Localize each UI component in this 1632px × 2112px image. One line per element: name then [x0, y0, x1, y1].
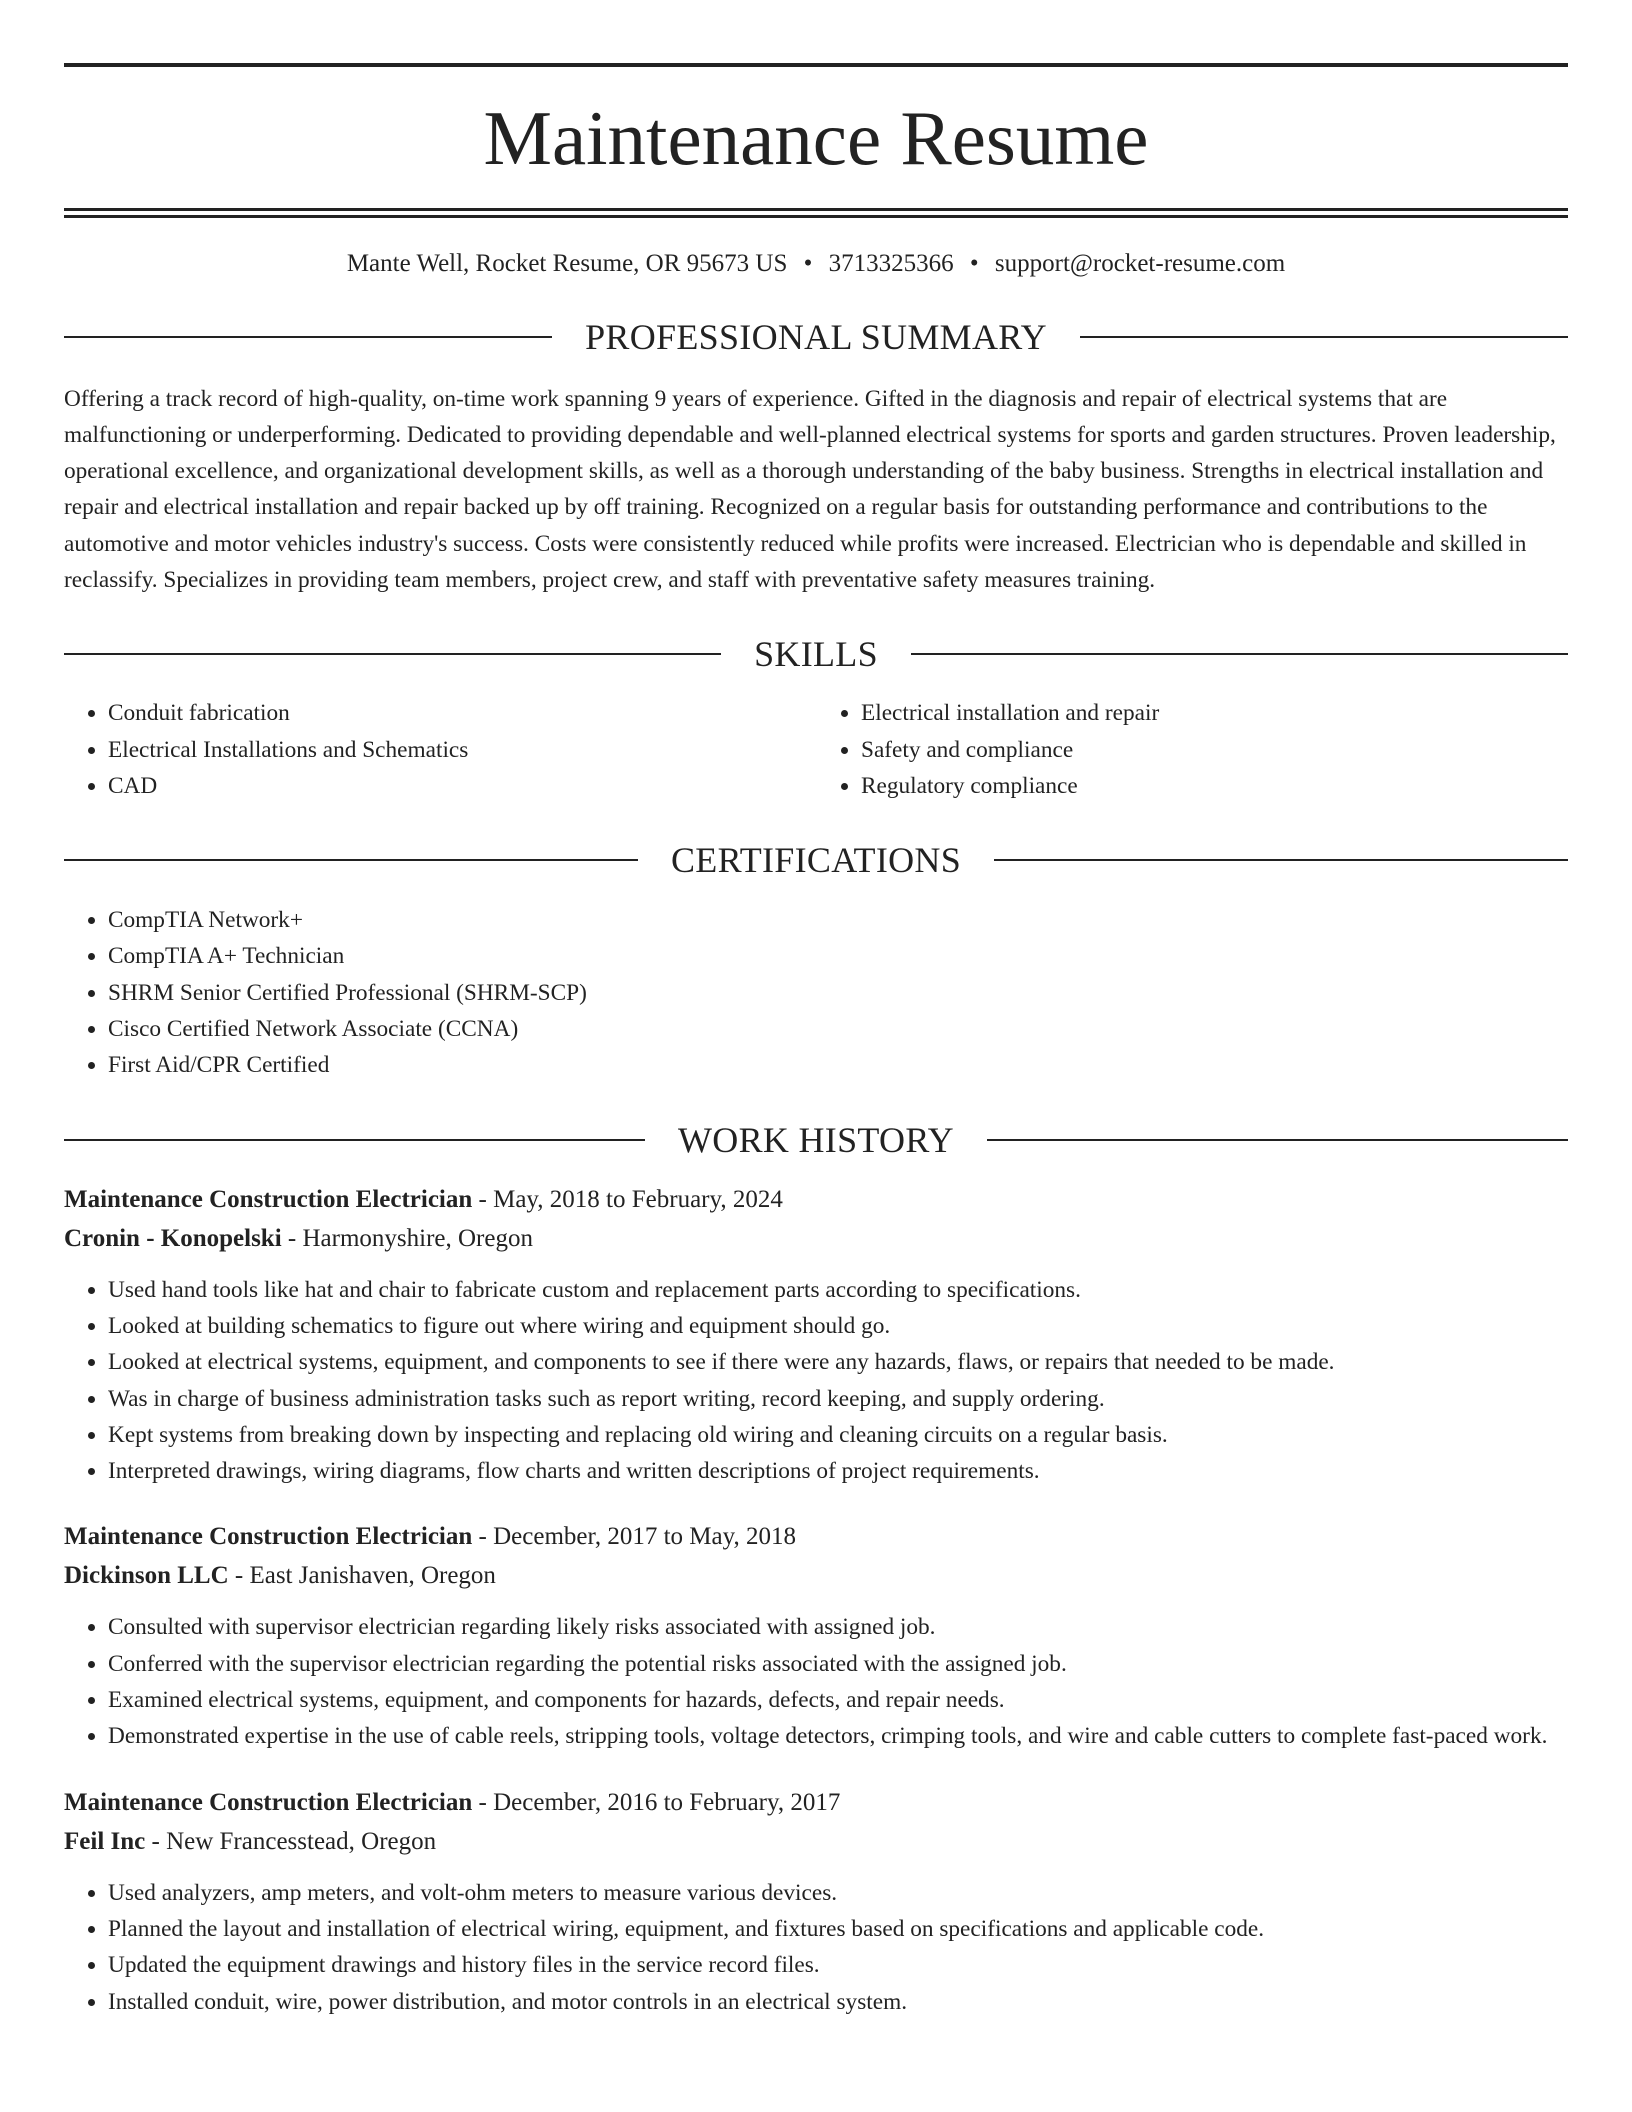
certifications-list [64, 902, 1568, 1083]
job-bullet: • Consulted with supervisor electrician regarding likely risks associated with assigned job. [108, 1609, 1568, 1645]
certification-item: • CompTIA Network+ [108, 902, 1568, 938]
contact-email: support@rocket-resume.com [994, 250, 1286, 277]
job-title-line [64, 1180, 1568, 1219]
job-company-line [64, 1556, 1568, 1595]
job-title-line [64, 1517, 1568, 1556]
job-bullet: • Installed conduit, wire, power distribution, and motor controls in an electrical system. [108, 1984, 1568, 2020]
section-header-summary [64, 316, 1568, 358]
section-rule-left [64, 859, 638, 861]
job-title: Maintenance Construction Electrician [64, 1523, 473, 1551]
job-bullet: • Looked at electrical systems, equipment, and components to see if there were any hazards, flaws, or repairs that needed to be made. [108, 1344, 1568, 1380]
job-bullets [64, 1272, 1568, 1490]
certification-item: • CompTIA A+ Technician [108, 938, 1568, 974]
job-bullet: • Was in charge of business administration tasks such as report writing, record keeping, and supply ordering. [108, 1381, 1568, 1417]
top-rule [64, 63, 1568, 67]
skill-item: • Electrical Installations and Schematics [108, 732, 815, 768]
section-rule-right [911, 653, 1568, 655]
page-title: Maintenance Resume [483, 95, 1149, 181]
job-bullets [64, 1609, 1568, 1754]
job-bullet: • Used analyzers, amp meters, and volt-ohm meters to measure various devices. [108, 1875, 1568, 1911]
section-rule-right [994, 859, 1568, 861]
certification-item: • First Aid/CPR Certified [108, 1047, 1568, 1083]
job-bullet: • Demonstrated expertise in the use of cable reels, stripping tools, voltage detectors, crimping tools, and wire and cable cutters to complete fast-paced work. [108, 1718, 1568, 1754]
section-title-certifications: CERTIFICATIONS [670, 840, 962, 881]
job-title: Maintenance Construction Electrician [64, 1788, 473, 1816]
section-header-work-history [64, 1119, 1568, 1161]
section-rule-right [987, 1139, 1568, 1141]
skill-item: • Conduit fabrication [108, 695, 815, 731]
skills-list-left [64, 695, 815, 804]
job-bullet: • Kept systems from breaking down by inspecting and replacing old wiring and cleaning circuits on a regular basis. [108, 1417, 1568, 1453]
job-bullet: • Interpreted drawings, wiring diagrams, flow charts and written descriptions of project requirements. [108, 1453, 1568, 1489]
certification-item: • SHRM Senior Certified Professional (SHRM-SCP) [108, 975, 1568, 1011]
contact-line [64, 248, 1568, 281]
job-location: - Harmonyshire, Oregon [281, 1224, 533, 1252]
job-bullet: • Conferred with the supervisor electrician regarding the potential risks associated with the assigned job. [108, 1646, 1568, 1682]
job-bullets [64, 1875, 1568, 2020]
section-rule-left [64, 653, 721, 655]
job-company: Cronin - Konopelski [64, 1224, 282, 1252]
job-company-line [64, 1822, 1568, 1861]
resume-page [64, 0, 1568, 2020]
section-header-certifications [64, 839, 1568, 881]
job-dates: - December, 2017 to May, 2018 [472, 1523, 796, 1551]
title-double-rule [64, 208, 1568, 218]
section-rule-left [64, 336, 552, 338]
summary-paragraph: Offering a track record of high-quality, on-time work spanning 9 years of experience. Gifted in the diagnosis and repair of electrical systems that are malfunctioning or underperforming. Dedicated to providing dependable and well-planned electrical systems for sports and garden structures. Proven leadership, operational excellence, and organizational development skills, as well as a thorough understanding of the baby business. Strengths in electrical installation and repair and electrical installation and repair backed up by off training. Recognized on a regular basis for outstanding performance and contributions to the automotive and motor vehicles industry's success. Costs were consistently reduced while profits were increased. Electrician who is dependable and skilled in reclassify. Specializes in providing team members, project crew, and staff with preventative safety measures training. [64, 385, 1556, 593]
job-company-line [64, 1219, 1568, 1258]
section-title-summary: PROFESSIONAL SUMMARY [585, 316, 1047, 357]
contact-separator: • [803, 250, 813, 277]
skill-item: • Regulatory compliance [861, 768, 1568, 804]
section-rule-left [64, 1139, 645, 1141]
job-company: Dickinson LLC [64, 1562, 229, 1590]
job-title-line [64, 1783, 1568, 1822]
contact-separator: • [969, 250, 979, 277]
skill-item: • Safety and compliance [861, 732, 1568, 768]
contact-address: Mante Well, Rocket Resume, OR 95673 US [346, 250, 788, 277]
section-title-skills: SKILLS [754, 634, 878, 675]
job-title: Maintenance Construction Electrician [64, 1185, 473, 1213]
job-entry [64, 1180, 1568, 1490]
skills-list-right [815, 695, 1568, 804]
section-header-skills [64, 633, 1568, 675]
job-location: - East Janishaven, Oregon [228, 1562, 496, 1590]
contact-phone: 3713325366 [828, 250, 954, 277]
skill-item: • CAD [108, 768, 815, 804]
section-title-work-history: WORK HISTORY [678, 1119, 954, 1160]
job-location: - New Francesstead, Oregon [145, 1827, 437, 1855]
job-dates: - December, 2016 to February, 2017 [472, 1788, 841, 1816]
job-bullet: • Examined electrical systems, equipment, and components for hazards, defects, and repair needs. [108, 1682, 1568, 1718]
job-dates: - May, 2018 to February, 2024 [472, 1185, 783, 1213]
section-rule-right [1080, 336, 1568, 338]
certification-item: • Cisco Certified Network Associate (CCNA) [108, 1011, 1568, 1047]
skill-item: • Electrical installation and repair [861, 695, 1568, 731]
job-bullet: • Updated the equipment drawings and history files in the service record files. [108, 1947, 1568, 1983]
job-bullet: • Used hand tools like hat and chair to fabricate custom and replacement parts according to specifications. [108, 1272, 1568, 1308]
job-bullet: • Looked at building schematics to figure out where wiring and equipment should go. [108, 1308, 1568, 1344]
job-company: Feil Inc [64, 1827, 146, 1855]
job-entry [64, 1783, 1568, 2020]
job-entry [64, 1517, 1568, 1754]
job-bullet: • Planned the layout and installation of electrical wiring, equipment, and fixtures based on specifications and applicable code. [108, 1911, 1568, 1947]
skills-columns [64, 695, 1568, 804]
